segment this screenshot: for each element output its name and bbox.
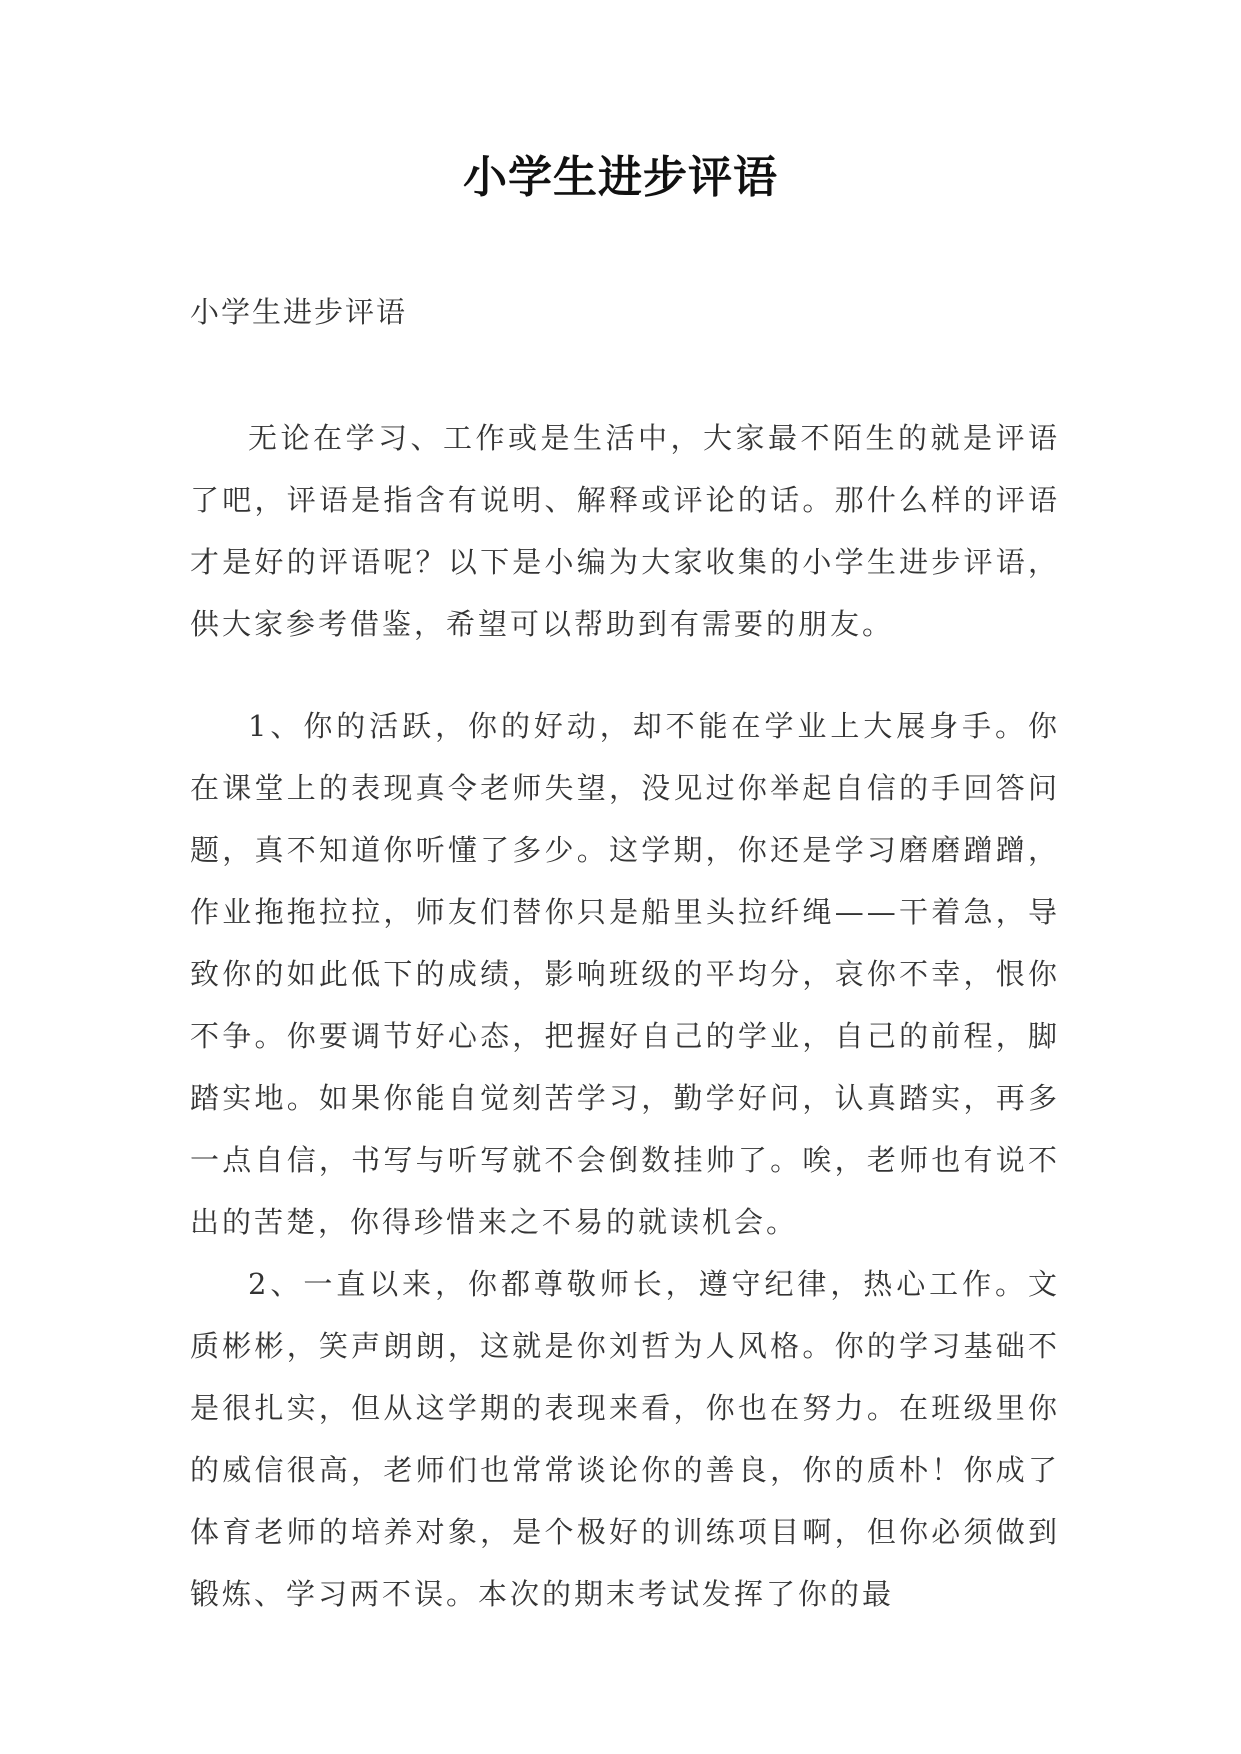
- comment-paragraph-1: 1、你的活跃，你的好动，却不能在学业上大展身手。你在课堂上的表现真令老师失望，没见过你举起自信的手回答问题，真不知道你听懂了多少。这学期，你还是学习磨磨蹭蹭，作业拖拖拉拉，师友们替你只是船里头拉纤绳——干着急，导致你的如此低下的成绩，影响班级的平均分，哀你不幸，恨你不争。你要调节好心态，把握好自己的学业，自己的前程，脚踏实地。如果你能自觉刻苦学习，勤学好问，认真踏实，再多一点自信，书写与听写就不会倒数挂帅了。唉，老师也有说不出的苦楚，你得珍惜来之不易的就读机会。: [190, 709, 1060, 1239]
- intro-section: [190, 407, 1060, 655]
- document-title: 小学生进步评语: [463, 152, 778, 203]
- intro-paragraph: 无论在学习、工作或是生活中，大家最不陌生的就是评语了吧，评语是指含有说明、解释或评论的话。那什么样的评语才是好的评语呢？以下是小编为大家收集的小学生进步评语，供大家参考借鉴，希望可以帮助到有需要的朋友。: [190, 421, 1060, 641]
- comment-paragraph-2: 2、一直以来，你都尊敬师长，遵守纪律，热心工作。文质彬彬，笑声朗朗，这就是你刘哲为人风格。你的学习基础不是很扎实，但从这学期的表现来看，你也在努力。在班级里你的威信很高，老师们也常常谈论你的善良，你的质朴！你成了体育老师的培养对象，是个极好的训练项目啊，但你必须做到锻炼、学习两不误。本次的期末考试发挥了你的最: [190, 1267, 1060, 1611]
- document-subtitle: 小学生进步评语: [190, 295, 408, 329]
- comments-section: [190, 695, 1060, 1625]
